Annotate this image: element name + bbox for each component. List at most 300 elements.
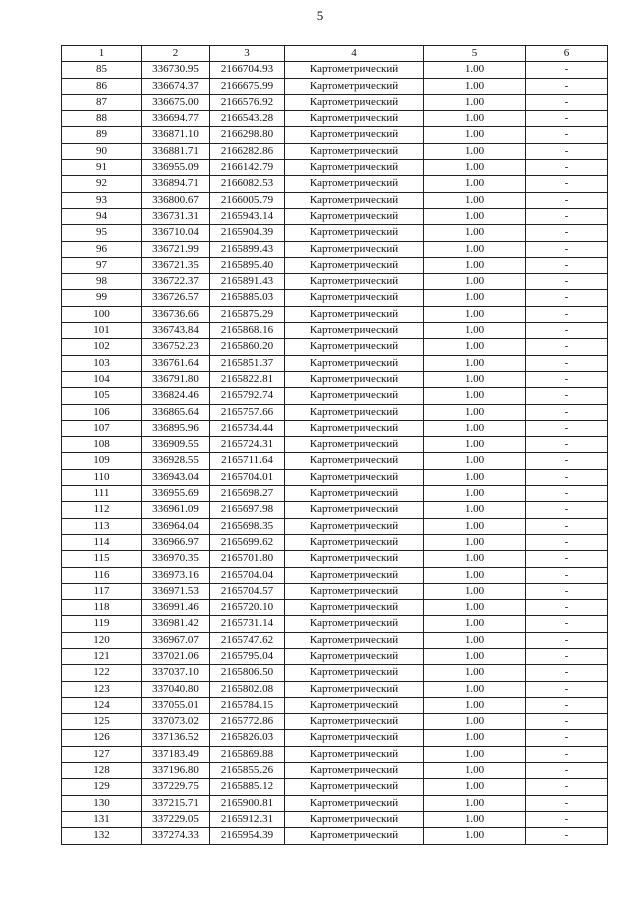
method-cell: Картометрический bbox=[285, 176, 424, 192]
description-cell: - bbox=[526, 339, 608, 355]
description-cell: - bbox=[526, 388, 608, 404]
description-cell: - bbox=[526, 355, 608, 371]
description-cell: - bbox=[526, 534, 608, 550]
x-coordinate-cell: 336674.37 bbox=[142, 78, 210, 94]
y-coordinate-cell: 2165772.86 bbox=[210, 714, 285, 730]
table-body bbox=[62, 62, 608, 844]
point-number-cell: 89 bbox=[62, 127, 142, 143]
method-cell: Картометрический bbox=[285, 404, 424, 420]
table-row bbox=[62, 274, 608, 290]
table-row bbox=[62, 355, 608, 371]
table-row bbox=[62, 388, 608, 404]
description-cell: - bbox=[526, 795, 608, 811]
description-cell: - bbox=[526, 143, 608, 159]
y-coordinate-cell: 2165826.03 bbox=[210, 730, 285, 746]
y-coordinate-cell: 2165802.08 bbox=[210, 681, 285, 697]
table-row bbox=[62, 176, 608, 192]
accuracy-cell: 1.00 bbox=[424, 763, 526, 779]
method-cell: Картометрический bbox=[285, 274, 424, 290]
description-cell: - bbox=[526, 208, 608, 224]
y-coordinate-cell: 2165851.37 bbox=[210, 355, 285, 371]
accuracy-cell: 1.00 bbox=[424, 811, 526, 827]
table-row bbox=[62, 257, 608, 273]
accuracy-cell: 1.00 bbox=[424, 437, 526, 453]
point-number-cell: 121 bbox=[62, 648, 142, 664]
y-coordinate-cell: 2165912.31 bbox=[210, 811, 285, 827]
table-row bbox=[62, 746, 608, 762]
method-cell: Картометрический bbox=[285, 469, 424, 485]
description-cell: - bbox=[526, 730, 608, 746]
accuracy-cell: 1.00 bbox=[424, 534, 526, 550]
table-row bbox=[62, 469, 608, 485]
accuracy-cell: 1.00 bbox=[424, 241, 526, 257]
accuracy-cell: 1.00 bbox=[424, 355, 526, 371]
y-coordinate-cell: 2166082.53 bbox=[210, 176, 285, 192]
table-row bbox=[62, 632, 608, 648]
method-cell: Картометрический bbox=[285, 534, 424, 550]
method-cell: Картометрический bbox=[285, 502, 424, 518]
x-coordinate-cell: 336752.23 bbox=[142, 339, 210, 355]
accuracy-cell: 1.00 bbox=[424, 371, 526, 387]
point-number-cell: 91 bbox=[62, 160, 142, 176]
method-cell: Картометрический bbox=[285, 290, 424, 306]
page-number: 5 bbox=[316, 8, 324, 23]
method-cell: Картометрический bbox=[285, 518, 424, 534]
x-coordinate-cell: 336800.67 bbox=[142, 192, 210, 208]
method-cell: Картометрический bbox=[285, 208, 424, 224]
y-coordinate-cell: 2165784.15 bbox=[210, 697, 285, 713]
table-row bbox=[62, 567, 608, 583]
description-cell: - bbox=[526, 648, 608, 664]
description-cell: - bbox=[526, 763, 608, 779]
table-row bbox=[62, 534, 608, 550]
y-coordinate-cell: 2166142.79 bbox=[210, 160, 285, 176]
accuracy-cell: 1.00 bbox=[424, 94, 526, 110]
method-cell: Картометрический bbox=[285, 616, 424, 632]
accuracy-cell: 1.00 bbox=[424, 648, 526, 664]
table-row bbox=[62, 192, 608, 208]
x-coordinate-cell: 337215.71 bbox=[142, 795, 210, 811]
method-cell: Картометрический bbox=[285, 339, 424, 355]
point-number-cell: 102 bbox=[62, 339, 142, 355]
point-number-cell: 112 bbox=[62, 502, 142, 518]
table-row bbox=[62, 665, 608, 681]
x-coordinate-cell: 336824.46 bbox=[142, 388, 210, 404]
table-row bbox=[62, 453, 608, 469]
x-coordinate-cell: 337037.10 bbox=[142, 665, 210, 681]
description-cell: - bbox=[526, 160, 608, 176]
column-header: 3 bbox=[210, 46, 285, 62]
method-cell: Картометрический bbox=[285, 600, 424, 616]
point-number-cell: 95 bbox=[62, 225, 142, 241]
x-coordinate-cell: 337136.52 bbox=[142, 730, 210, 746]
point-number-cell: 109 bbox=[62, 453, 142, 469]
table-row bbox=[62, 404, 608, 420]
point-number-cell: 129 bbox=[62, 779, 142, 795]
table-row bbox=[62, 697, 608, 713]
method-cell: Картометрический bbox=[285, 420, 424, 436]
y-coordinate-cell: 2165704.04 bbox=[210, 567, 285, 583]
point-number-cell: 132 bbox=[62, 828, 142, 844]
description-cell: - bbox=[526, 616, 608, 632]
point-number-cell: 116 bbox=[62, 567, 142, 583]
method-cell: Картометрический bbox=[285, 746, 424, 762]
point-number-cell: 113 bbox=[62, 518, 142, 534]
point-number-cell: 100 bbox=[62, 306, 142, 322]
table-header bbox=[62, 46, 608, 62]
method-cell: Картометрический bbox=[285, 62, 424, 78]
x-coordinate-cell: 336955.69 bbox=[142, 486, 210, 502]
x-coordinate-cell: 336943.04 bbox=[142, 469, 210, 485]
accuracy-cell: 1.00 bbox=[424, 518, 526, 534]
method-cell: Картометрический bbox=[285, 583, 424, 599]
description-cell: - bbox=[526, 127, 608, 143]
x-coordinate-cell: 336710.04 bbox=[142, 225, 210, 241]
method-cell: Картометрический bbox=[285, 763, 424, 779]
point-number-cell: 105 bbox=[62, 388, 142, 404]
x-coordinate-cell: 336743.84 bbox=[142, 323, 210, 339]
y-coordinate-cell: 2165860.20 bbox=[210, 339, 285, 355]
method-cell: Картометрический bbox=[285, 323, 424, 339]
method-cell: Картометрический bbox=[285, 453, 424, 469]
point-number-cell: 93 bbox=[62, 192, 142, 208]
method-cell: Картометрический bbox=[285, 94, 424, 110]
accuracy-cell: 1.00 bbox=[424, 600, 526, 616]
column-header: 5 bbox=[424, 46, 526, 62]
coordinates-table bbox=[61, 45, 608, 845]
accuracy-cell: 1.00 bbox=[424, 290, 526, 306]
method-cell: Картометрический bbox=[285, 665, 424, 681]
y-coordinate-cell: 2165868.16 bbox=[210, 323, 285, 339]
x-coordinate-cell: 337229.75 bbox=[142, 779, 210, 795]
description-cell: - bbox=[526, 502, 608, 518]
x-coordinate-cell: 337055.01 bbox=[142, 697, 210, 713]
description-cell: - bbox=[526, 453, 608, 469]
accuracy-cell: 1.00 bbox=[424, 583, 526, 599]
x-coordinate-cell: 336961.09 bbox=[142, 502, 210, 518]
point-number-cell: 128 bbox=[62, 763, 142, 779]
method-cell: Картометрический bbox=[285, 111, 424, 127]
y-coordinate-cell: 2165806.50 bbox=[210, 665, 285, 681]
column-header: 4 bbox=[285, 46, 424, 62]
description-cell: - bbox=[526, 828, 608, 844]
description-cell: - bbox=[526, 371, 608, 387]
method-cell: Картометрический bbox=[285, 160, 424, 176]
table-row bbox=[62, 62, 608, 78]
x-coordinate-cell: 336761.64 bbox=[142, 355, 210, 371]
accuracy-cell: 1.00 bbox=[424, 274, 526, 290]
point-number-cell: 90 bbox=[62, 143, 142, 159]
accuracy-cell: 1.00 bbox=[424, 78, 526, 94]
table-row bbox=[62, 616, 608, 632]
accuracy-cell: 1.00 bbox=[424, 714, 526, 730]
y-coordinate-cell: 2166543.28 bbox=[210, 111, 285, 127]
accuracy-cell: 1.00 bbox=[424, 567, 526, 583]
method-cell: Картометрический bbox=[285, 143, 424, 159]
table-row bbox=[62, 160, 608, 176]
table-row bbox=[62, 714, 608, 730]
accuracy-cell: 1.00 bbox=[424, 453, 526, 469]
x-coordinate-cell: 336909.55 bbox=[142, 437, 210, 453]
accuracy-cell: 1.00 bbox=[424, 551, 526, 567]
y-coordinate-cell: 2165697.98 bbox=[210, 502, 285, 518]
y-coordinate-cell: 2165954.39 bbox=[210, 828, 285, 844]
method-cell: Картометрический bbox=[285, 648, 424, 664]
table-row bbox=[62, 583, 608, 599]
description-cell: - bbox=[526, 779, 608, 795]
y-coordinate-cell: 2166675.99 bbox=[210, 78, 285, 94]
table-row bbox=[62, 241, 608, 257]
point-number-cell: 120 bbox=[62, 632, 142, 648]
table-row bbox=[62, 648, 608, 664]
table-row bbox=[62, 828, 608, 844]
table-row bbox=[62, 502, 608, 518]
accuracy-cell: 1.00 bbox=[424, 388, 526, 404]
description-cell: - bbox=[526, 94, 608, 110]
accuracy-cell: 1.00 bbox=[424, 225, 526, 241]
x-coordinate-cell: 337073.02 bbox=[142, 714, 210, 730]
description-cell: - bbox=[526, 518, 608, 534]
point-number-cell: 127 bbox=[62, 746, 142, 762]
x-coordinate-cell: 337021.06 bbox=[142, 648, 210, 664]
y-coordinate-cell: 2165720.10 bbox=[210, 600, 285, 616]
accuracy-cell: 1.00 bbox=[424, 469, 526, 485]
table-row bbox=[62, 730, 608, 746]
y-coordinate-cell: 2165895.40 bbox=[210, 257, 285, 273]
method-cell: Картометрический bbox=[285, 192, 424, 208]
y-coordinate-cell: 2165822.81 bbox=[210, 371, 285, 387]
table-row bbox=[62, 437, 608, 453]
header-row bbox=[62, 46, 608, 62]
method-cell: Картометрический bbox=[285, 241, 424, 257]
description-cell: - bbox=[526, 665, 608, 681]
method-cell: Картометрический bbox=[285, 632, 424, 648]
x-coordinate-cell: 336967.07 bbox=[142, 632, 210, 648]
description-cell: - bbox=[526, 567, 608, 583]
y-coordinate-cell: 2165891.43 bbox=[210, 274, 285, 290]
accuracy-cell: 1.00 bbox=[424, 306, 526, 322]
x-coordinate-cell: 336895.96 bbox=[142, 420, 210, 436]
point-number-cell: 96 bbox=[62, 241, 142, 257]
point-number-cell: 118 bbox=[62, 600, 142, 616]
method-cell: Картометрический bbox=[285, 779, 424, 795]
x-coordinate-cell: 336991.46 bbox=[142, 600, 210, 616]
accuracy-cell: 1.00 bbox=[424, 632, 526, 648]
y-coordinate-cell: 2165885.03 bbox=[210, 290, 285, 306]
point-number-cell: 130 bbox=[62, 795, 142, 811]
point-number-cell: 110 bbox=[62, 469, 142, 485]
method-cell: Картометрический bbox=[285, 127, 424, 143]
table-row bbox=[62, 127, 608, 143]
description-cell: - bbox=[526, 78, 608, 94]
point-number-cell: 107 bbox=[62, 420, 142, 436]
y-coordinate-cell: 2165757.66 bbox=[210, 404, 285, 420]
table-row bbox=[62, 795, 608, 811]
description-cell: - bbox=[526, 469, 608, 485]
point-number-cell: 92 bbox=[62, 176, 142, 192]
accuracy-cell: 1.00 bbox=[424, 404, 526, 420]
description-cell: - bbox=[526, 420, 608, 436]
y-coordinate-cell: 2165900.81 bbox=[210, 795, 285, 811]
x-coordinate-cell: 336955.09 bbox=[142, 160, 210, 176]
description-cell: - bbox=[526, 176, 608, 192]
method-cell: Картометрический bbox=[285, 828, 424, 844]
table-row bbox=[62, 225, 608, 241]
table-row bbox=[62, 681, 608, 697]
x-coordinate-cell: 336881.71 bbox=[142, 143, 210, 159]
y-coordinate-cell: 2165701.80 bbox=[210, 551, 285, 567]
x-coordinate-cell: 336894.71 bbox=[142, 176, 210, 192]
x-coordinate-cell: 336791.80 bbox=[142, 371, 210, 387]
accuracy-cell: 1.00 bbox=[424, 616, 526, 632]
point-number-cell: 124 bbox=[62, 697, 142, 713]
table-row bbox=[62, 371, 608, 387]
method-cell: Картометрический bbox=[285, 371, 424, 387]
table-row bbox=[62, 551, 608, 567]
y-coordinate-cell: 2166005.79 bbox=[210, 192, 285, 208]
column-header: 1 bbox=[62, 46, 142, 62]
accuracy-cell: 1.00 bbox=[424, 160, 526, 176]
x-coordinate-cell: 337196.80 bbox=[142, 763, 210, 779]
accuracy-cell: 1.00 bbox=[424, 176, 526, 192]
y-coordinate-cell: 2165704.01 bbox=[210, 469, 285, 485]
accuracy-cell: 1.00 bbox=[424, 62, 526, 78]
method-cell: Картометрический bbox=[285, 257, 424, 273]
description-cell: - bbox=[526, 274, 608, 290]
method-cell: Картометрический bbox=[285, 714, 424, 730]
table-row bbox=[62, 518, 608, 534]
x-coordinate-cell: 337274.33 bbox=[142, 828, 210, 844]
table-row bbox=[62, 811, 608, 827]
description-cell: - bbox=[526, 404, 608, 420]
description-cell: - bbox=[526, 323, 608, 339]
x-coordinate-cell: 336730.95 bbox=[142, 62, 210, 78]
description-cell: - bbox=[526, 306, 608, 322]
description-cell: - bbox=[526, 62, 608, 78]
description-cell: - bbox=[526, 486, 608, 502]
table-row bbox=[62, 779, 608, 795]
description-cell: - bbox=[526, 257, 608, 273]
x-coordinate-cell: 337229.05 bbox=[142, 811, 210, 827]
y-coordinate-cell: 2165698.35 bbox=[210, 518, 285, 534]
description-cell: - bbox=[526, 192, 608, 208]
x-coordinate-cell: 336675.00 bbox=[142, 94, 210, 110]
x-coordinate-cell: 336973.16 bbox=[142, 567, 210, 583]
description-cell: - bbox=[526, 290, 608, 306]
description-cell: - bbox=[526, 600, 608, 616]
table-row bbox=[62, 486, 608, 502]
point-number-cell: 122 bbox=[62, 665, 142, 681]
x-coordinate-cell: 336736.66 bbox=[142, 306, 210, 322]
description-cell: - bbox=[526, 437, 608, 453]
x-coordinate-cell: 336964.04 bbox=[142, 518, 210, 534]
y-coordinate-cell: 2166298.80 bbox=[210, 127, 285, 143]
point-number-cell: 85 bbox=[62, 62, 142, 78]
y-coordinate-cell: 2165731.14 bbox=[210, 616, 285, 632]
y-coordinate-cell: 2165699.62 bbox=[210, 534, 285, 550]
x-coordinate-cell: 336971.53 bbox=[142, 583, 210, 599]
description-cell: - bbox=[526, 746, 608, 762]
y-coordinate-cell: 2165875.29 bbox=[210, 306, 285, 322]
x-coordinate-cell: 336722.37 bbox=[142, 274, 210, 290]
accuracy-cell: 1.00 bbox=[424, 681, 526, 697]
table-row bbox=[62, 143, 608, 159]
x-coordinate-cell: 336981.42 bbox=[142, 616, 210, 632]
y-coordinate-cell: 2165885.12 bbox=[210, 779, 285, 795]
point-number-cell: 86 bbox=[62, 78, 142, 94]
table-row bbox=[62, 763, 608, 779]
point-number-cell: 101 bbox=[62, 323, 142, 339]
y-coordinate-cell: 2165869.88 bbox=[210, 746, 285, 762]
y-coordinate-cell: 2165943.14 bbox=[210, 208, 285, 224]
accuracy-cell: 1.00 bbox=[424, 665, 526, 681]
method-cell: Картометрический bbox=[285, 225, 424, 241]
table-row bbox=[62, 323, 608, 339]
x-coordinate-cell: 337040.80 bbox=[142, 681, 210, 697]
x-coordinate-cell: 336865.64 bbox=[142, 404, 210, 420]
method-cell: Картометрический bbox=[285, 730, 424, 746]
point-number-cell: 108 bbox=[62, 437, 142, 453]
accuracy-cell: 1.00 bbox=[424, 127, 526, 143]
table-row bbox=[62, 339, 608, 355]
description-cell: - bbox=[526, 551, 608, 567]
y-coordinate-cell: 2166704.93 bbox=[210, 62, 285, 78]
point-number-cell: 119 bbox=[62, 616, 142, 632]
accuracy-cell: 1.00 bbox=[424, 746, 526, 762]
table-row bbox=[62, 94, 608, 110]
y-coordinate-cell: 2165899.43 bbox=[210, 241, 285, 257]
accuracy-cell: 1.00 bbox=[424, 420, 526, 436]
y-coordinate-cell: 2165698.27 bbox=[210, 486, 285, 502]
method-cell: Картометрический bbox=[285, 697, 424, 713]
x-coordinate-cell: 336871.10 bbox=[142, 127, 210, 143]
y-coordinate-cell: 2166576.92 bbox=[210, 94, 285, 110]
point-number-cell: 99 bbox=[62, 290, 142, 306]
y-coordinate-cell: 2165724.31 bbox=[210, 437, 285, 453]
point-number-cell: 104 bbox=[62, 371, 142, 387]
accuracy-cell: 1.00 bbox=[424, 257, 526, 273]
point-number-cell: 103 bbox=[62, 355, 142, 371]
description-cell: - bbox=[526, 681, 608, 697]
y-coordinate-cell: 2165795.04 bbox=[210, 648, 285, 664]
accuracy-cell: 1.00 bbox=[424, 779, 526, 795]
accuracy-cell: 1.00 bbox=[424, 339, 526, 355]
method-cell: Картометрический bbox=[285, 567, 424, 583]
y-coordinate-cell: 2165792.74 bbox=[210, 388, 285, 404]
point-number-cell: 123 bbox=[62, 681, 142, 697]
x-coordinate-cell: 336928.55 bbox=[142, 453, 210, 469]
accuracy-cell: 1.00 bbox=[424, 828, 526, 844]
x-coordinate-cell: 336726.57 bbox=[142, 290, 210, 306]
column-header: 2 bbox=[142, 46, 210, 62]
description-cell: - bbox=[526, 697, 608, 713]
method-cell: Картометрический bbox=[285, 306, 424, 322]
point-number-cell: 94 bbox=[62, 208, 142, 224]
method-cell: Картометрический bbox=[285, 681, 424, 697]
description-cell: - bbox=[526, 632, 608, 648]
point-number-cell: 88 bbox=[62, 111, 142, 127]
table-row bbox=[62, 111, 608, 127]
accuracy-cell: 1.00 bbox=[424, 208, 526, 224]
accuracy-cell: 1.00 bbox=[424, 730, 526, 746]
x-coordinate-cell: 336731.31 bbox=[142, 208, 210, 224]
x-coordinate-cell: 336721.35 bbox=[142, 257, 210, 273]
table-row bbox=[62, 78, 608, 94]
table-row bbox=[62, 208, 608, 224]
description-cell: - bbox=[526, 225, 608, 241]
table-row bbox=[62, 600, 608, 616]
accuracy-cell: 1.00 bbox=[424, 192, 526, 208]
